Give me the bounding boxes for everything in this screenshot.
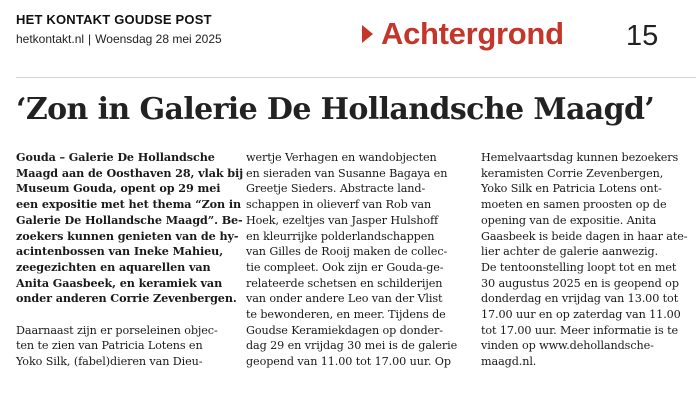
body-text-line: dag 29 en vrijdag 30 mei is de galerie: [246, 339, 458, 353]
body-text-line: 17.00 uur en op zaterdag van 11.00: [481, 308, 681, 322]
body-text-line: relateerde schetsen en schilderijen: [246, 276, 443, 290]
lead-text-line: onder anderen Corrie Zevenbergen.: [16, 291, 237, 306]
body-text-line: Yoko Silk en Patricia Lotens ont-: [481, 182, 662, 196]
body-text-line: donderdag en vrijdag van 13.00 tot: [481, 292, 679, 306]
body-text-line: Gaasbeek is beide dagen in haar ate-: [481, 229, 688, 243]
lead-text-line: Museum Gouda, opent op 29 mei: [16, 181, 221, 196]
section-label: [362, 18, 564, 49]
body-text-line: tot 17.00 uur. Meer informatie is te: [481, 323, 679, 337]
body-text-line: moeten en samen proosten op de: [481, 198, 667, 212]
section-title: Achtergrond: [381, 16, 564, 51]
body-text-line: van onder andere Leo van der Vlist: [246, 292, 443, 306]
body-text-line: geopend van 11.00 tot 17.00 uur. Op: [246, 355, 451, 369]
body-text-line: opening van de expositie. Anita: [481, 213, 657, 227]
body-text-line: schappen in olieverf van Rob van: [246, 198, 432, 212]
body-text-line: ten te zien van Patricia Lotens en: [16, 339, 203, 353]
body-text-line: De tentoonstelling loopt tot en met: [481, 260, 677, 274]
publication-name: HET KONTAKT GOUDSE POST: [16, 12, 212, 27]
body-text-line: van Gilles de Rooij maken de collec-: [246, 245, 448, 259]
body-text-line: 30 augustus 2025 en is geopend op: [481, 276, 679, 290]
body-text-line: te bewonderen, en meer. Tijdens de: [246, 308, 446, 322]
lead-text-line: acintenbossen van Ineke Mahieu,: [16, 244, 223, 259]
body-text-line: Goudse Keramiekdagen op donder-: [246, 323, 443, 337]
body-text-line: Hemelvaartsdag kunnen bezoekers: [481, 151, 679, 164]
website-link[interactable]: hetkontakt.nl: [16, 32, 85, 46]
body-text-line: Greetje Sieders. Abstracte land-: [246, 182, 426, 196]
body-text-line: maagd.nl.: [481, 355, 537, 369]
paragraph-break: [16, 307, 226, 323]
page-number: 15: [626, 20, 659, 52]
lead-text-line: Anita Gaasbeek, en keramiek van: [16, 275, 223, 290]
lead-text-line: Gouda – Galerie De Hollandsche: [16, 150, 215, 164]
article-column-1: [16, 150, 244, 370]
body-text-line: wertje Verhagen en wandobjecten: [246, 151, 437, 164]
lead-text-line: Maagd aan de Oosthaven 28, vlak bij: [16, 165, 244, 180]
page-header: [0, 0, 699, 70]
lead-text-line: zoekers kunnen genieten van de hy-: [16, 228, 239, 243]
body-text-line: vinden op www.dehollandsche-: [481, 339, 654, 353]
lead-text-line: zeegezichten en aquarellen van: [16, 259, 211, 274]
arrow-right-icon: [362, 25, 373, 43]
lead-text-line: Galerie De Hollandsche Maagd”. Be-: [16, 212, 243, 227]
body-text-line: lier achter de galerie aanwezig.: [481, 245, 659, 259]
article-headline: ‘Zon in Galerie De Hollandsche Maagd’: [16, 92, 655, 127]
body-text-line: Daarnaast zijn er porseleinen objec-: [16, 323, 218, 337]
body-text-line: Yoko Silk, (fabel)dieren van Dieu-: [16, 355, 203, 369]
body-text-line: en sieraden van Susanne Bagaya en: [246, 166, 448, 180]
body-text-line: tie compleet. Ook zijn er Gouda-ge-: [246, 260, 444, 274]
body-text-line: Hoek, ezeltjes van Jasper Hulshoff: [246, 213, 439, 227]
meta-separator: |: [88, 32, 92, 46]
body-text-line: en kleurrijke polderlandschappen: [246, 229, 435, 243]
article-column-3: [481, 150, 691, 370]
article-column-2: [246, 150, 461, 370]
body-text-line: keramisten Corrie Zevenbergen,: [481, 166, 664, 180]
lead-text-line: een expositie met het thema “Zon in: [16, 197, 242, 212]
publication-meta: [16, 32, 222, 46]
header-divider: [16, 77, 696, 78]
issue-date: Woensdag 28 mei 2025: [95, 32, 222, 46]
